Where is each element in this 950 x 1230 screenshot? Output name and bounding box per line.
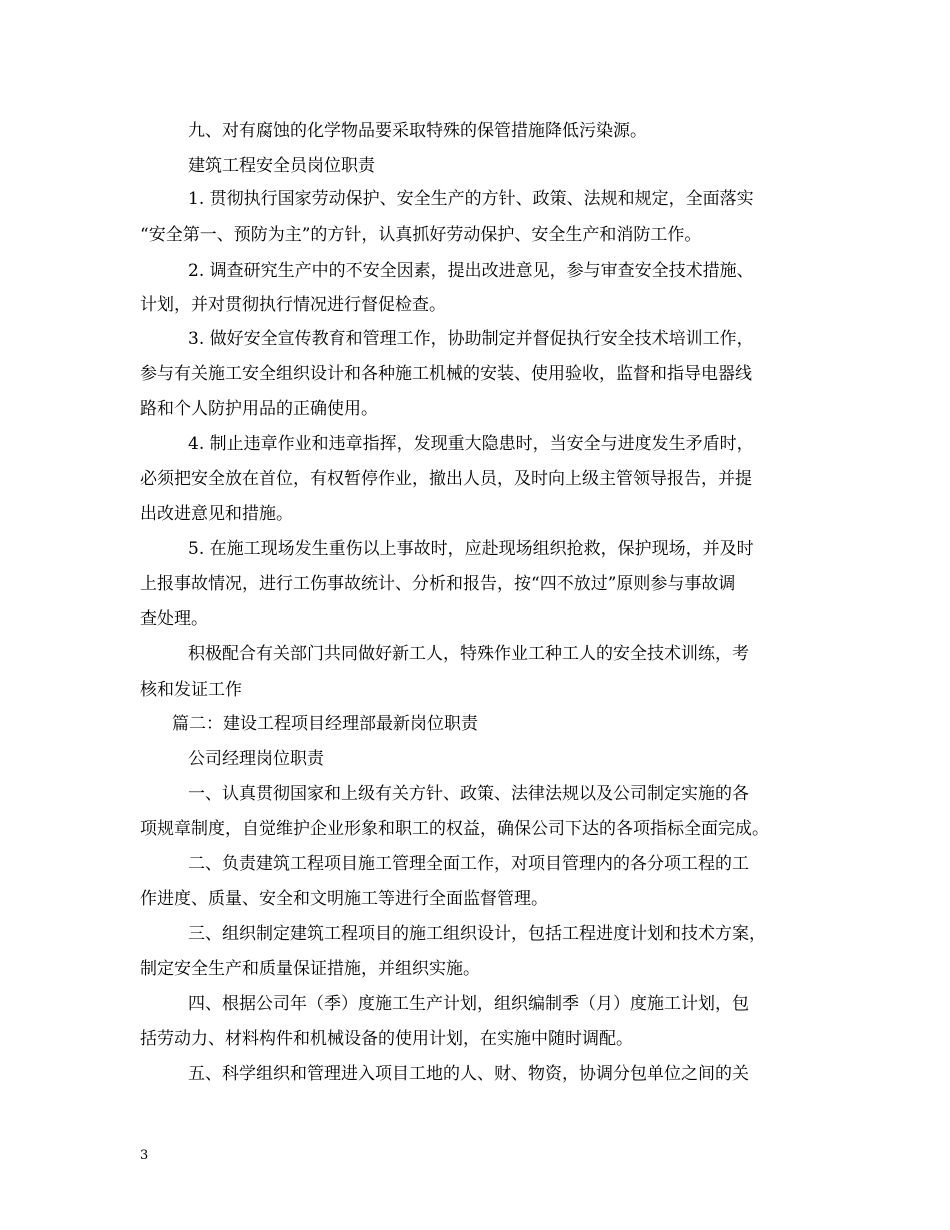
paragraph-line: 三、组织制定建筑工程项目的施工组织设计，包括工程进度计划和技术方案，: [188, 924, 766, 944]
paragraph-line: 四、根据公司年（季）度施工生产计划，组织编制季（月）度施工计划，包: [188, 994, 749, 1014]
paragraph-line: 核和发证工作: [140, 680, 242, 700]
paragraph-line: 计划，并对贯彻执行情况进行督促检查。: [140, 295, 446, 315]
paragraph-line: 路和个人防护用品的正确使用。: [140, 399, 378, 419]
section-heading: 公司经理岗位职责: [188, 749, 324, 769]
paragraph-line: 五、科学组织和管理进入项目工地的人、财、物资，协调分包单位之间的关: [188, 1064, 749, 1084]
paragraph-line: 1. 贯彻执行国家劳动保护、安全生产的方针、政策、法规和规定，全面落实: [188, 189, 754, 209]
paragraph-line: 作进度、质量、安全和文明施工等进行全面监督管理。: [140, 889, 548, 909]
paragraph-line: 3. 做好安全宣传教育和管理工作，协助制定并督促执行安全技术培训工作，: [188, 329, 754, 349]
page-number: 3: [140, 1148, 149, 1163]
paragraph-line: 积极配合有关部门共同做好新工人，特殊作业工种工人的安全技术训练，考: [188, 644, 749, 664]
paragraph-line: 查处理。: [140, 609, 208, 629]
paragraph-line: 参与有关施工安全组织设计和各种施工机械的安装、使用验收，监督和指导电器线: [140, 364, 752, 384]
paragraph-line: 必须把安全放在首位，有权暂停作业，撤出人员，及时向上级主管领导报告，并提: [140, 469, 752, 489]
paragraph-line: “安全第一、预防为主”的方针，认真抓好劳动保护、安全生产和消防工作。: [140, 225, 702, 245]
paragraph-line: 4. 制止违章作业和违章指挥，发现重大隐患时，当安全与进度发生矛盾时，: [188, 434, 754, 454]
paragraph-line: 括劳动力、材料构件和机械设备的使用计划，在实施中随时调配。: [140, 1029, 633, 1049]
paragraph-line: 上报事故情况，进行工伤事故统计、分析和报告，按“四不放过”原则参与事故调: [140, 574, 736, 594]
paragraph-line: 2. 调查研究生产中的不安全因素，提出改进意见，参与审查安全技术措施、: [188, 261, 754, 281]
paragraph-line: 项规章制度，自觉维护企业形象和职工的权益，确保公司下达的各项指标全面完成。: [140, 819, 769, 839]
paragraph-line: 出改进意见和措施。: [140, 504, 293, 524]
paragraph-line: 九、对有腐蚀的化学物品要采取特殊的保管措施降低污染源。: [188, 121, 647, 141]
paragraph-line: 制定安全生产和质量保证措施，并组织实施。: [140, 959, 480, 979]
paragraph-line: 一、认真贯彻国家和上级有关方针、政策、法律法规以及公司制定实施的各: [188, 784, 749, 804]
section-heading: 建筑工程安全员岗位职责: [188, 156, 375, 176]
chapter-heading: 篇二：建设工程项目经理部最新岗位职责: [172, 714, 478, 734]
paragraph-line: 二、负责建筑工程项目施工管理全面工作，对项目管理内的各分项工程的工: [188, 854, 749, 874]
paragraph-line: 5. 在施工现场发生重伤以上事故时，应赴现场组织抢救，保护现场，并及时: [188, 539, 754, 559]
